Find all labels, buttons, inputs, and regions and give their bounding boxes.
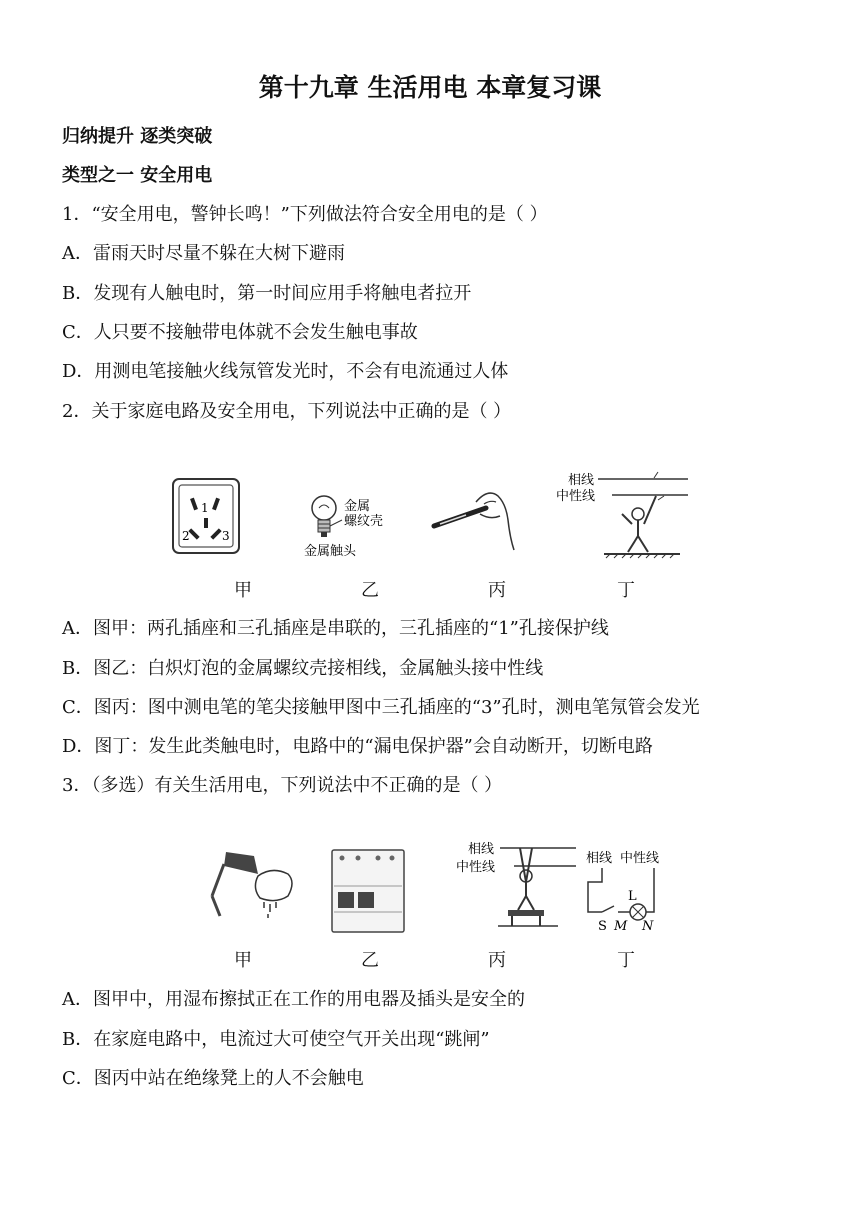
socket-label-3: 3 — [222, 529, 230, 543]
shock-label-neutral: 中性线 — [556, 489, 596, 504]
q3-option-b: B．在家庭电路中，电流过大可使空气开关出现“跳闸” — [62, 1029, 490, 1050]
stool-label-live: 相线 — [468, 842, 495, 857]
circuit-label-n: N — [642, 919, 654, 932]
q1-option-c: C．人只要不接触带电体就不会发生触电事故 — [62, 322, 418, 343]
page-title: 第十九章 生活用电 本章复习课 — [258, 73, 602, 102]
q2-figure-bulb — [300, 492, 400, 562]
type-heading: 类型之一 安全用电 — [62, 165, 213, 186]
circuit-label-neutral: 中性线 — [620, 851, 660, 866]
q1-option-a: A．雷雨天时尽量不躲在大树下避雨 — [62, 243, 345, 264]
q2-caption-ding: 丁 — [617, 580, 635, 601]
stool-label-neutral: 中性线 — [456, 860, 496, 875]
socket-label-1: 1 — [201, 501, 209, 515]
q2-option-d: D．图丁：发生此类触电时，电路中的“漏电保护器”会自动断开，切断电路 — [62, 736, 653, 757]
circuit-label-s: S — [598, 919, 607, 932]
q3-option-c: C．图丙中站在绝缘凳上的人不会触电 — [62, 1068, 364, 1089]
q2-option-c: C．图丙：图中测电笔的笔尖接触甲图中三孔插座的“3”孔时，测电笔氖管会发光 — [62, 697, 700, 718]
q2-caption-bing: 丙 — [488, 580, 506, 601]
q2-figure-test-pen — [430, 484, 520, 556]
section-heading: 归纳提升 逐类突破 — [62, 126, 213, 147]
q1-option-d: D．用测电笔接触火线氖管发光时，不会有电流通过人体 — [62, 361, 509, 382]
q3-option-a: A．图甲中，用湿布擦拭正在工作的用电器及插头是安全的 — [62, 989, 525, 1010]
q3-figure-lamp — [200, 844, 300, 920]
q3-caption-yi: 乙 — [361, 950, 379, 971]
q3-caption-ding: 丁 — [617, 950, 635, 971]
bulb-label-shell-2: 螺纹壳 — [344, 514, 384, 529]
q2-figure-shock — [554, 466, 690, 560]
circuit-label-l: L — [628, 889, 637, 904]
q2-caption-yi: 乙 — [361, 580, 379, 601]
q2-figure-socket — [170, 476, 242, 556]
q2-stem: 2．关于家庭电路及安全用电，下列说法中正确的是（ ） — [62, 401, 512, 422]
q3-figure-stool — [454, 834, 578, 928]
q1-option-b: B．发现有人触电时，第一时间应用手将触电者拉开 — [62, 283, 472, 304]
q1-stem: 1．“安全用电，警钟长鸣！”下列做法符合安全用电的是（ ） — [62, 204, 548, 225]
q3-caption-jia: 甲 — [234, 950, 252, 971]
q3-figure-breaker — [330, 848, 406, 934]
bulb-label-contact: 金属触头 — [304, 544, 357, 559]
q3-stem: 3．（多选）有关生活用电，下列说法中不正确的是（ ） — [62, 775, 503, 796]
circuit-label-m: M — [614, 919, 628, 932]
q2-option-b: B．图乙：白炽灯泡的金属螺纹壳接相线，金属触头接中性线 — [62, 658, 544, 679]
q3-figure-circuit — [584, 848, 662, 932]
circuit-label-live: 相线 — [586, 851, 613, 866]
q2-caption-jia: 甲 — [234, 580, 252, 601]
socket-label-2: 2 — [182, 529, 190, 543]
bulb-label-shell-1: 金属 — [344, 499, 371, 514]
q2-option-a: A．图甲：两孔插座和三孔插座是串联的，三孔插座的“1”孔接保护线 — [62, 618, 609, 639]
shock-label-live: 相线 — [568, 473, 595, 488]
q3-caption-bing: 丙 — [488, 950, 506, 971]
